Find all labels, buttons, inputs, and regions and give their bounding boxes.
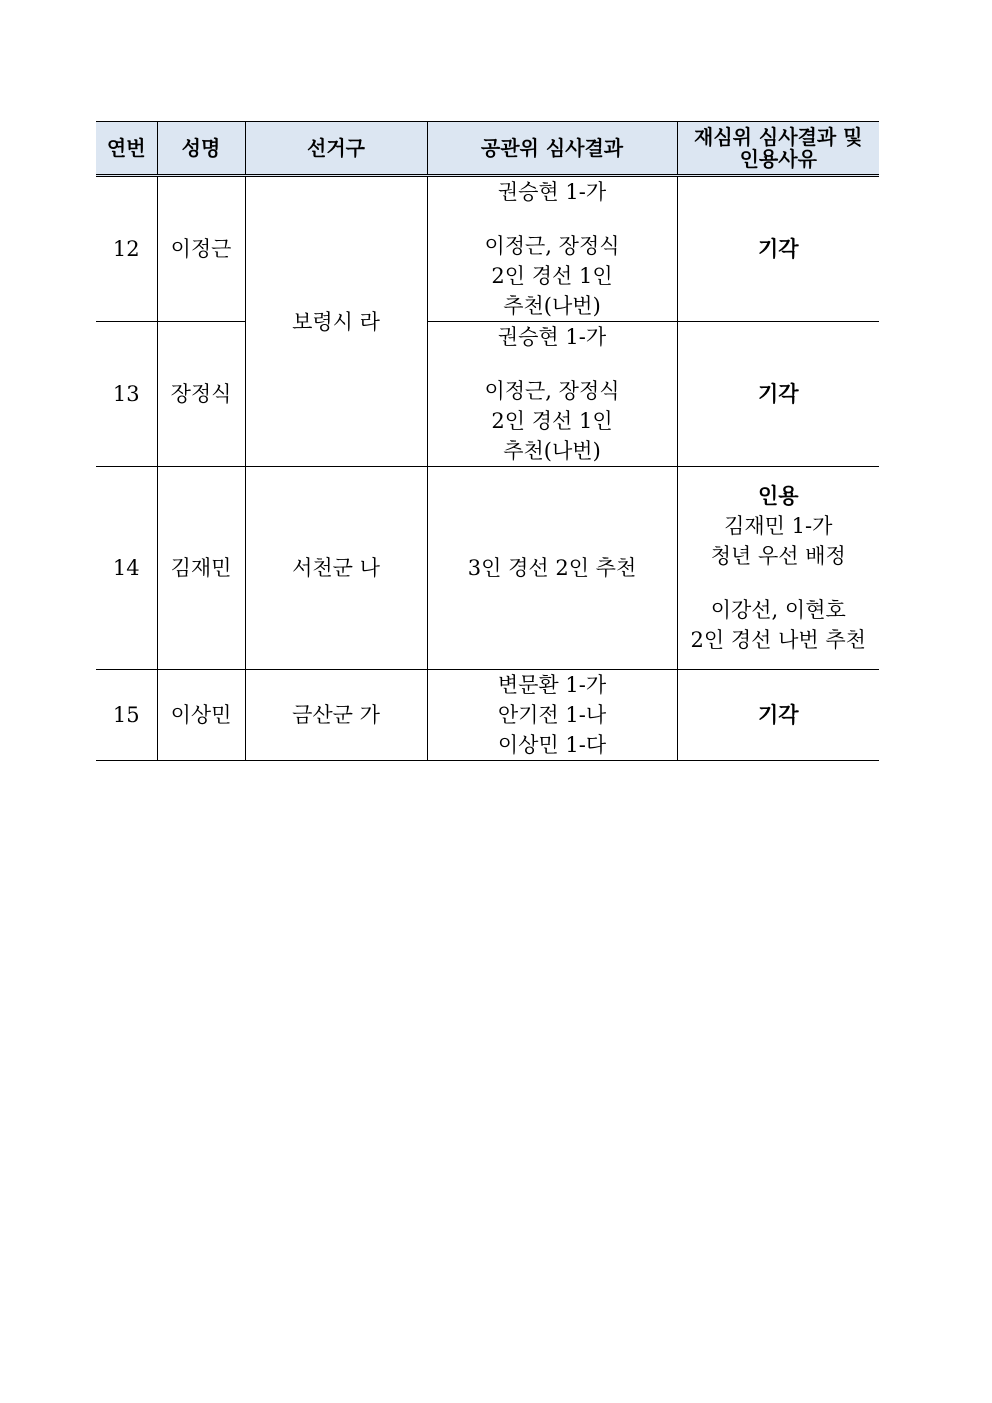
review-result-line: 2인 경선 나번 추천 bbox=[690, 628, 866, 652]
row-no: 12 bbox=[96, 176, 157, 322]
table-row bbox=[96, 467, 879, 670]
row-committee-result bbox=[427, 176, 677, 322]
row-district: 서천군 나 bbox=[245, 467, 427, 670]
row-no: 13 bbox=[96, 322, 157, 467]
committee-result-line: 권승현 1-가 bbox=[497, 180, 607, 204]
header-no: 연번 bbox=[96, 122, 157, 176]
review-result-line bbox=[682, 571, 876, 595]
header-review-result-line1: 재심위 심사결과 및 bbox=[694, 125, 863, 149]
row-district: 보령시 라 bbox=[245, 176, 427, 467]
committee-result-line: 추천(나번) bbox=[503, 439, 601, 463]
row-name: 이상민 bbox=[157, 670, 245, 761]
row-name: 김재민 bbox=[157, 467, 245, 670]
row-committee-result bbox=[427, 322, 677, 467]
committee-result-line: 2인 경선 1인 bbox=[491, 264, 613, 288]
committee-result-line: 권승현 1-가 bbox=[497, 325, 607, 349]
row-review-result: 기각 bbox=[677, 670, 879, 761]
row-no: 15 bbox=[96, 670, 157, 761]
committee-result-line: 이정근, 장정식 bbox=[484, 379, 620, 403]
committee-result-line: 이정근, 장정식 bbox=[484, 234, 620, 258]
header-district: 선거구 bbox=[245, 122, 427, 176]
row-name: 장정식 bbox=[157, 322, 245, 467]
committee-result-line: 안기전 1-나 bbox=[497, 703, 607, 727]
header-review-result bbox=[677, 122, 879, 176]
review-result-line: 김재민 1-가 bbox=[724, 514, 833, 538]
row-review-result: 기각 bbox=[677, 176, 879, 322]
review-result-line: 이강선, 이현호 bbox=[710, 598, 846, 622]
row-name: 이정근 bbox=[157, 176, 245, 322]
committee-result-line: 이상민 1-다 bbox=[497, 733, 607, 757]
row-district: 금산군 가 bbox=[245, 670, 427, 761]
header-review-result-line2: 인용사유 bbox=[739, 147, 817, 171]
committee-result-line bbox=[432, 207, 673, 231]
table-row bbox=[96, 322, 879, 467]
row-committee-result: 3인 경선 2인 추천 bbox=[427, 467, 677, 670]
review-results-table bbox=[96, 121, 879, 761]
row-committee-result bbox=[427, 670, 677, 761]
row-no: 14 bbox=[96, 467, 157, 670]
committee-result-line: 추천(나번) bbox=[503, 294, 601, 318]
review-result-line: 청년 우선 배정 bbox=[710, 544, 846, 568]
row-review-result bbox=[677, 467, 879, 670]
committee-result-line: 변문환 1-가 bbox=[497, 673, 607, 697]
table-row bbox=[96, 670, 879, 761]
committee-result-line: 2인 경선 1인 bbox=[491, 409, 613, 433]
header-committee-result: 공관위 심사결과 bbox=[427, 122, 677, 176]
committee-result-line bbox=[432, 352, 673, 376]
header-name: 성명 bbox=[157, 122, 245, 176]
review-result-title: 인용 bbox=[757, 484, 799, 508]
row-review-result: 기각 bbox=[677, 322, 879, 467]
table-row bbox=[96, 176, 879, 322]
header-row bbox=[96, 122, 879, 176]
